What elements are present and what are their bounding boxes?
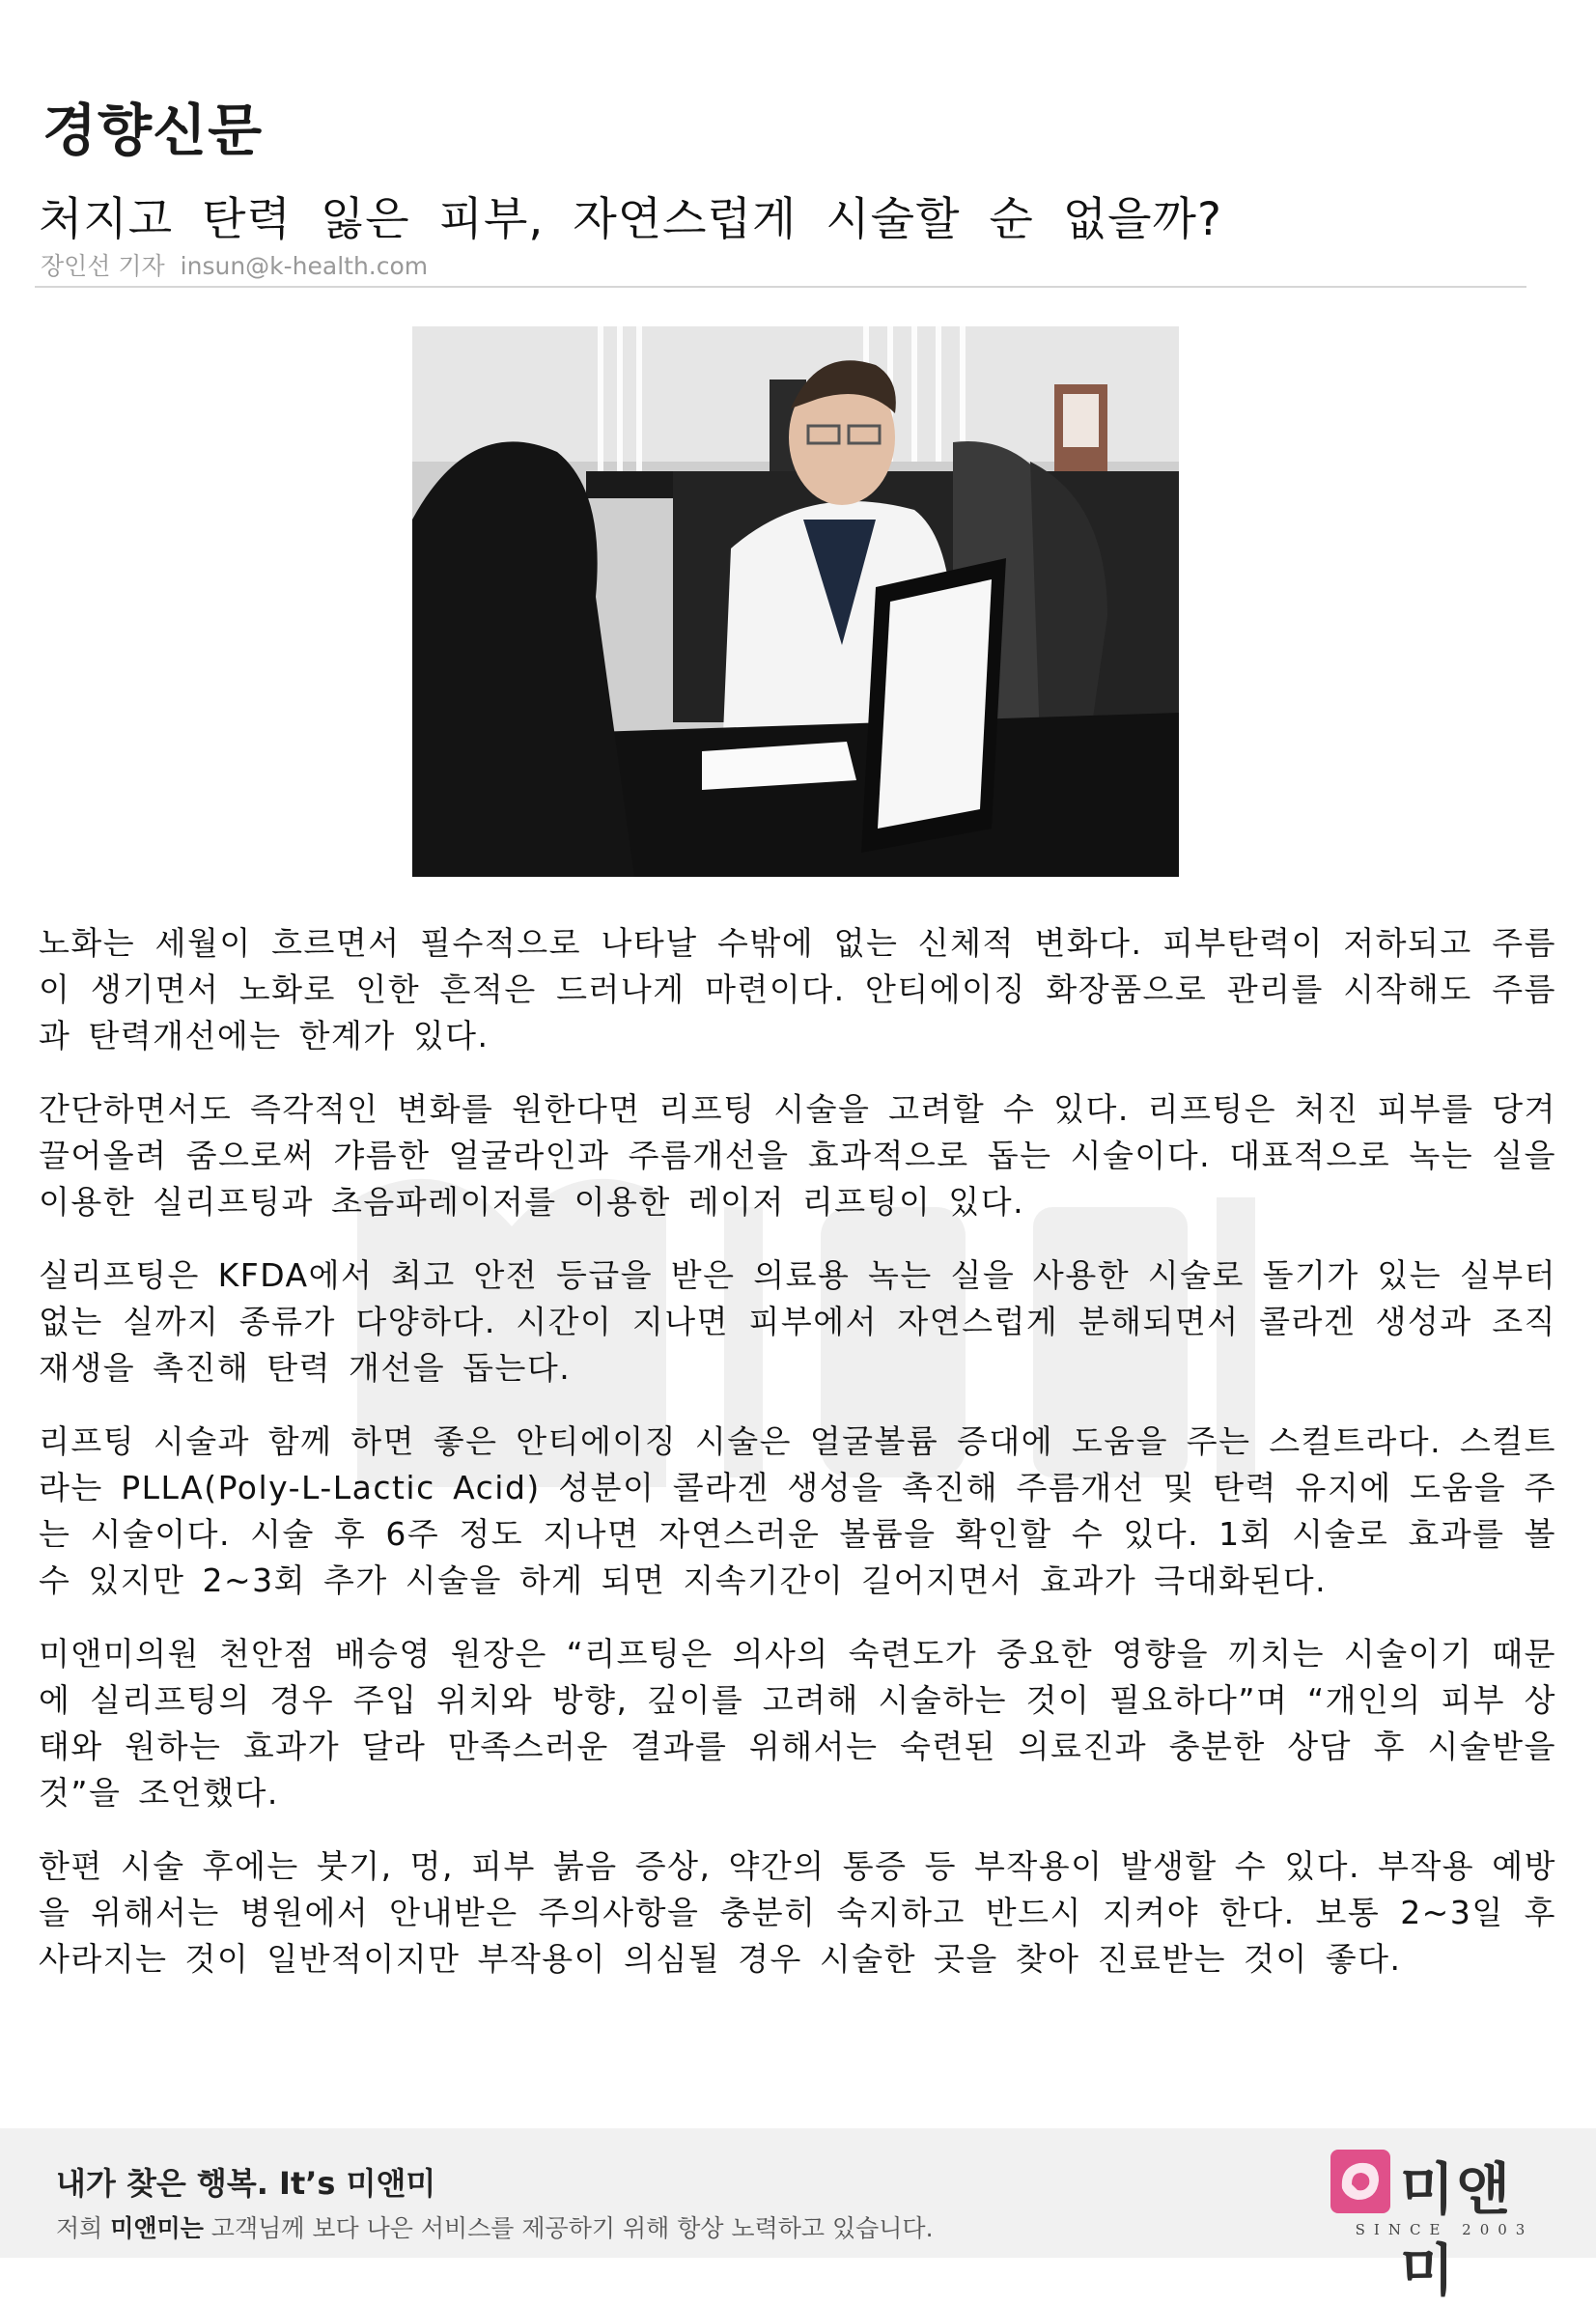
desc-prefix: 저희 — [56, 2214, 111, 2242]
clinic-logo — [1330, 2150, 1562, 2303]
reporter-email: insun@k-health.com — [180, 252, 429, 280]
article-photo — [412, 326, 1179, 877]
byline — [41, 247, 428, 282]
article-body — [39, 920, 1556, 2010]
desc-suffix: 고객님께 보다 나은 서비스를 제공하기 위해 항상 노력하고 있습니다. — [203, 2214, 934, 2242]
rose-logo-icon — [1330, 2150, 1390, 2213]
paragraph: 실리프팅은 KFDA에서 최고 안전 등급을 받은 의료용 녹는 실을 사용한 시술로 돌기가 있는 실부터 없는 실까지 종류가 다양하다. 시간이 지나면 피부에서 자연스럽게 분해되면서 콜라겐 생성과 조직재생을 촉진해 탄력 개선을 돕는다. — [39, 1256, 1556, 1387]
logo-since: SINCE 2003 — [1355, 2221, 1534, 2238]
article-title: 처지고 탄력 잃은 피부, 자연스럽게 시술할 순 없을까? — [39, 193, 1222, 246]
paragraph: 간단하면서도 즉각적인 변화를 원한다면 리프팅 시술을 고려할 수 있다. 리프팅은 처진 피부를 당겨 끌어올려 줌으로써 갸름한 얼굴라인과 주름개선을 효과적으로 돕는 시술이다. 대표적으로 녹는 실을 이용한 실리프팅과 초음파레이저를 이용한 레이저 리프팅이 있다. — [39, 1090, 1556, 1221]
newspaper-masthead: 경향신문 — [42, 98, 264, 163]
footer-slogan: 내가 찾은 행복. It’s 미앤미 — [56, 2165, 436, 2202]
header-divider — [35, 286, 1526, 288]
doctor-consultation-photo — [412, 326, 1179, 877]
paragraph: 리프팅 시술과 함께 하면 좋은 안티에이징 시술은 얼굴볼륨 증대에 도움을 주는 스컬트라다. 스컬트라는 PLLA(Poly-L-Lactic Acid) 성분이 콜라겐 생성을 촉진해 주름개선 및 탄력 유지에 도움을 주는 시술이다. 시술 후 6주 정도 지나면 자연스러운 볼륨을 확인할 수 있다. 1회 시술로 효과를 볼 수 있지만 2~3회 추가 시술을 하게 되면 지속기간이 길어지면서 효과가 극대화된다. — [39, 1422, 1556, 1599]
reporter-name: 장인선 기자 — [41, 252, 165, 280]
footer-description — [56, 2209, 934, 2244]
paragraph: 미앤미의원 천안점 배승영 원장은 “리프팅은 의사의 숙련도가 중요한 영향을 끼치는 시술이기 때문에 실리프팅의 경우 주입 위치와 방향, 깊이를 고려해 시술하는 것이 필요하다”며 “개인의 피부 상태와 원하는 효과가 달라 만족스러운 결과를 위해서는 숙련된 의료진과 충분한 상담 후 시술받을 것”을 조언했다. — [39, 1635, 1556, 1812]
desc-brand: 미앤미는 — [110, 2214, 204, 2242]
logo-name: 미앤미 — [1400, 2156, 1513, 2303]
paragraph: 노화는 세월이 흐르면서 필수적으로 나타날 수밖에 없는 신체적 변화다. 피부탄력이 저하되고 주름이 생기면서 노화로 인한 흔적은 드러나게 마련이다. 안티에이징 화장품으로 관리를 시작해도 주름과 탄력개선에는 한계가 있다. — [39, 924, 1556, 1055]
footer-banner — [0, 2128, 1596, 2303]
paragraph: 한편 시술 후에는 붓기, 멍, 피부 붉음 증상, 약간의 통증 등 부작용이 발생할 수 있다. 부작용 예방을 위해서는 병원에서 안내받은 주의사항을 충분히 숙지하고 반드시 지켜야 한다. 보통 2~3일 후 사라지는 것이 일반적이지만 부작용이 의심될 경우 시술한 곳을 찾아 진료받는 것이 좋다. — [39, 1847, 1556, 1978]
